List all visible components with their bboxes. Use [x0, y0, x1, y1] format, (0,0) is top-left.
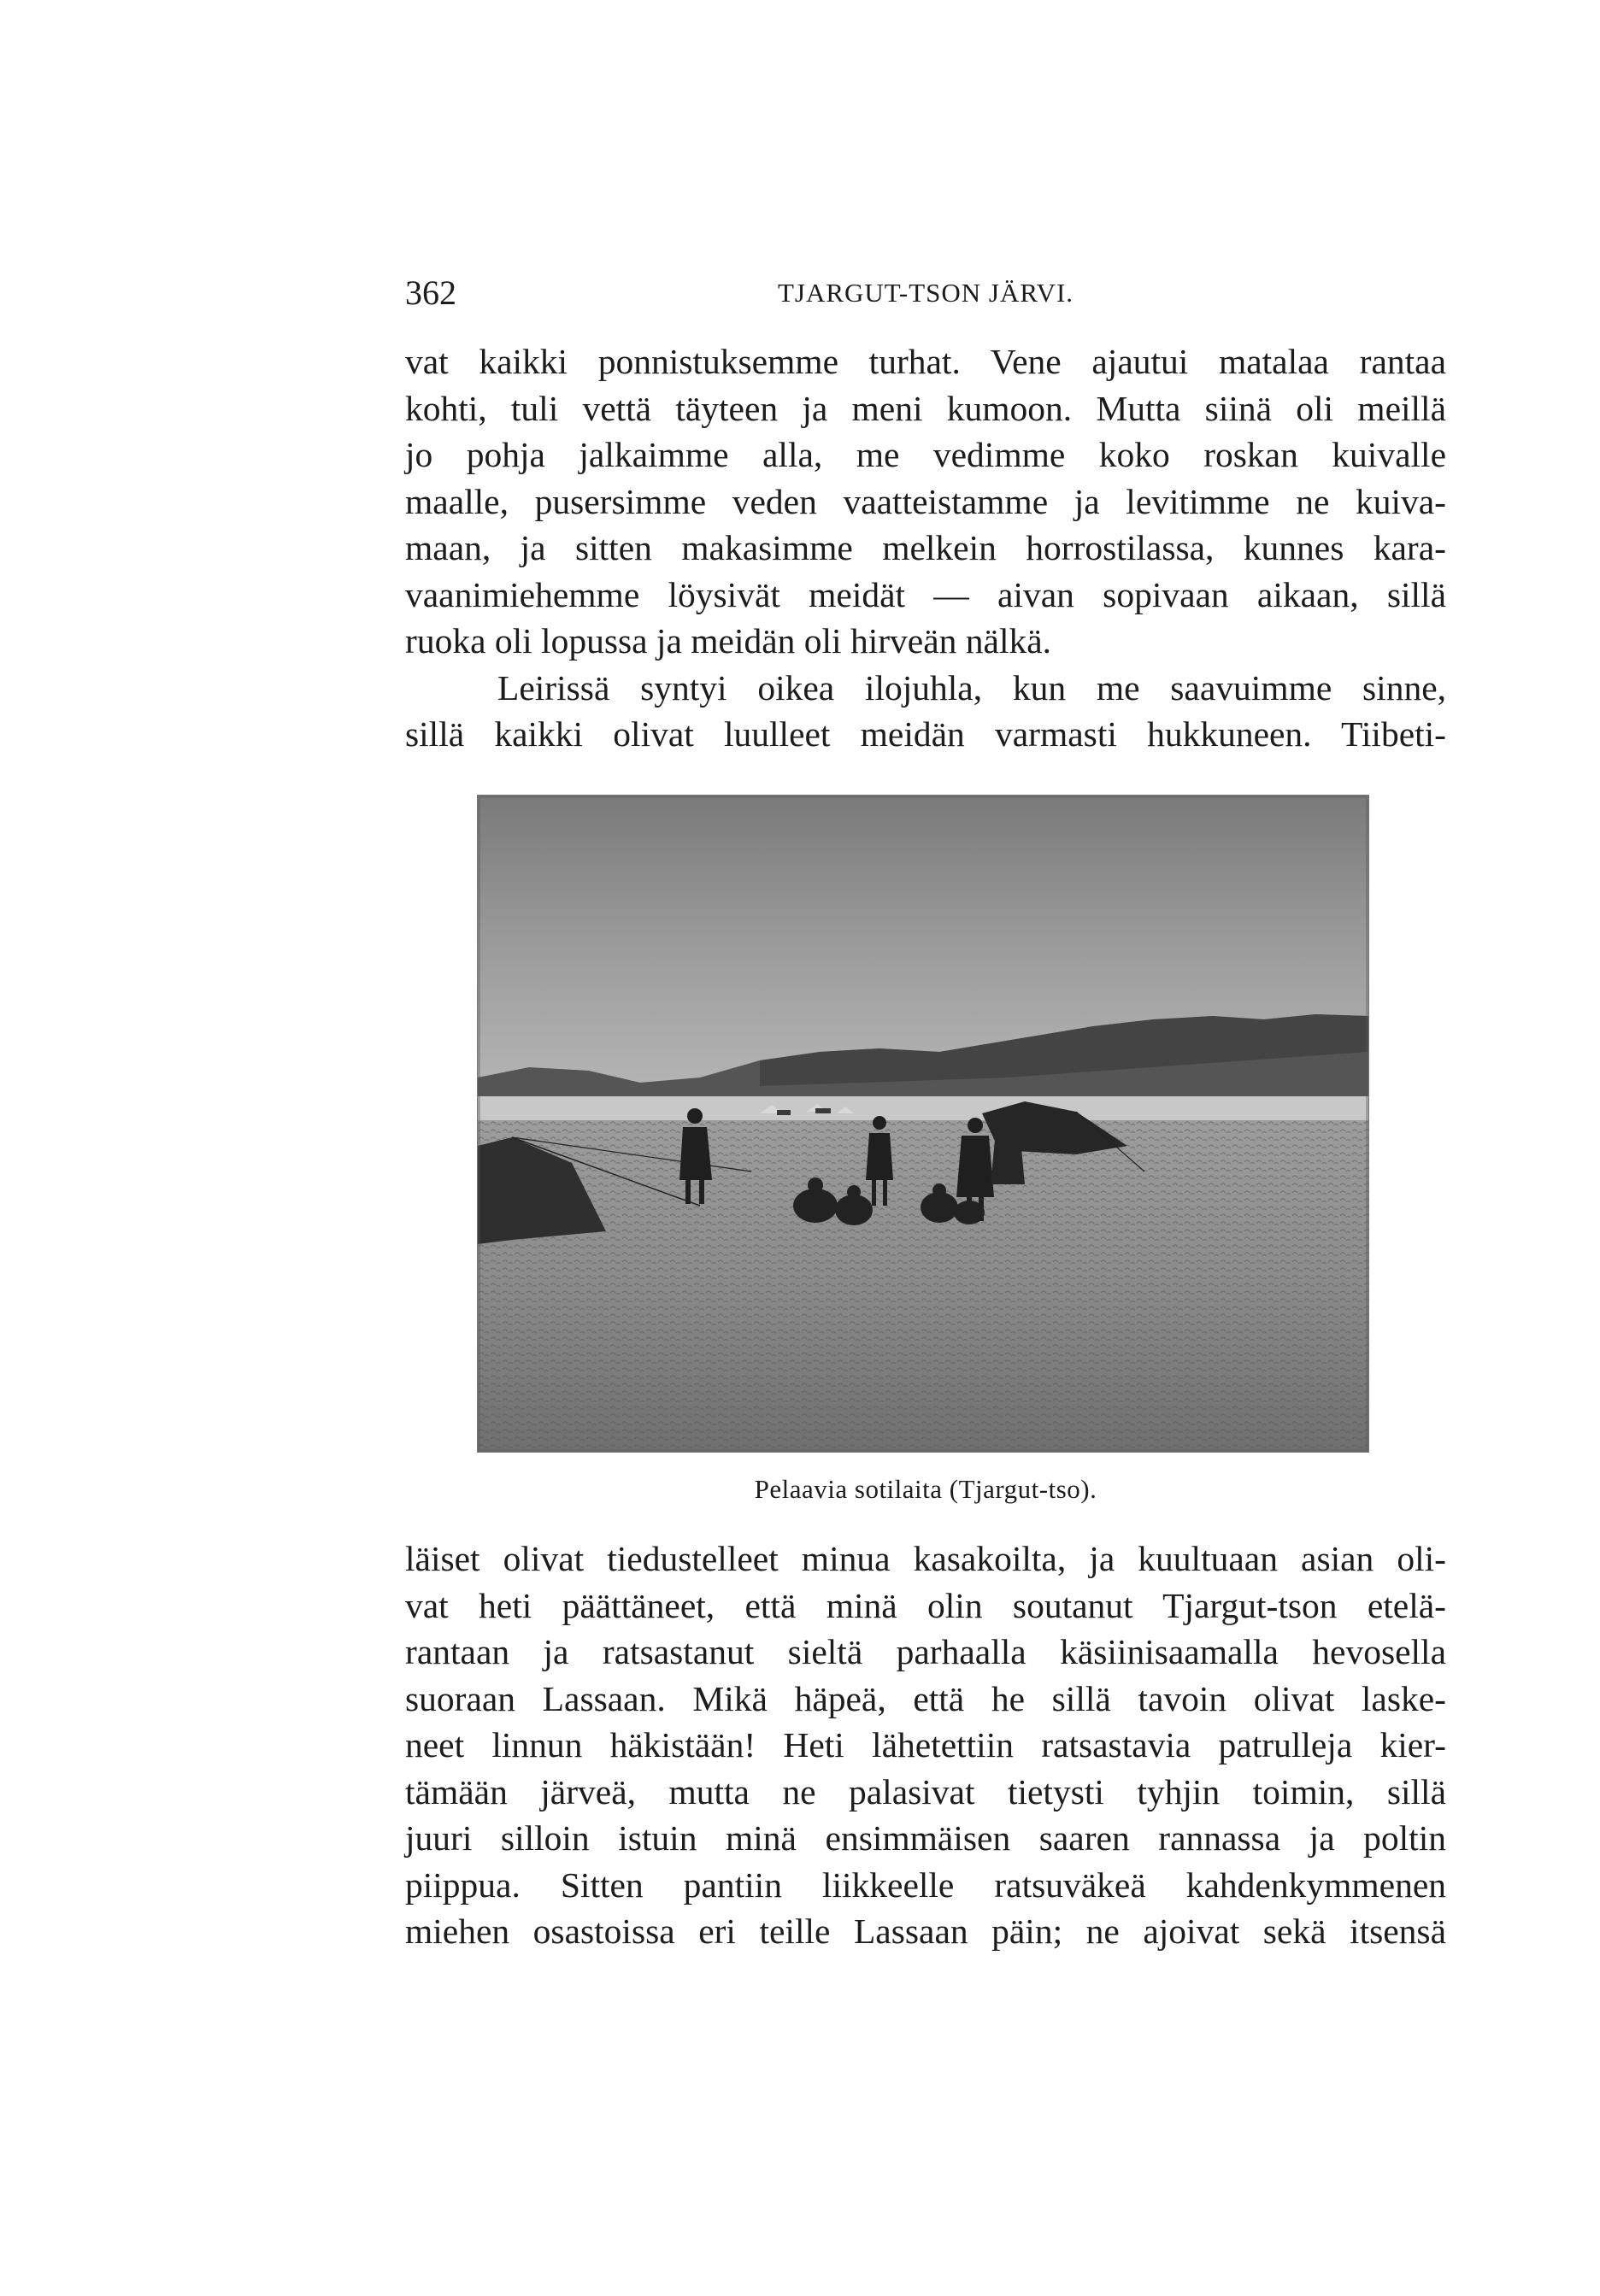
text-line: kohti, tuli vettä täyteen ja meni kumoon. Mutta siinä oli meillä — [405, 388, 1446, 428]
text-line: rantaan ja ratsastanut sieltä parhaalla käsiinisaamalla hevosella — [405, 1632, 1446, 1671]
text-line: vat kaikki ponnistuksemme turhat. Vene ajautui matalaa rantaa — [405, 342, 1446, 381]
running-head — [405, 272, 1446, 314]
text-line: juuri silloin istuin minä ensimmäisen saaren rannassa ja poltin — [405, 1818, 1446, 1858]
text-line: vaanimiehemme löysivät meidät — aivan sopivaan aikaan, sillä — [405, 574, 1446, 614]
ground-texture — [478, 1120, 1368, 1452]
text-line: piippua. Sitten pantiin liikkeelle ratsuväkeä kahdenkymmenen — [405, 1864, 1446, 1905]
text-line: jo pohja jalkaimme alla, me vedimme koko roskan kuivalle — [405, 435, 1446, 474]
body-text-bottom — [405, 1536, 1446, 1955]
page-number: 362 — [405, 273, 456, 312]
text-line: Leirissä syntyi oikea ilojuhla, kun me saavuimme sinne, — [497, 667, 1446, 708]
text-line: sillä kaikki olivat luulleet meidän varmasti hukkuneen. Tiibeti- — [405, 714, 1446, 754]
photo-illustration — [478, 796, 1368, 1452]
text-line: tämään järveä, mutta ne palasivat tietysti tyhjin toimin, sillä — [405, 1771, 1446, 1812]
text-line: miehen osastoissa eri teille Lassaan päin; ne ajoivat sekä itsensä — [405, 1911, 1446, 1951]
photograph-soldiers-playing — [477, 795, 1369, 1453]
text-line: neet linnun häkistään! Heti lähetettiin ratsastavia patrulleja kier- — [405, 1725, 1446, 1765]
running-title: TJARGUT-TSON JÄRVI. — [777, 278, 1074, 308]
text-line: ruoka oli lopussa ja meidän oli hirveän nälkä. — [405, 621, 1052, 661]
lake — [478, 1096, 1368, 1122]
body-text-top — [405, 338, 1446, 758]
text-line: maalle, pusersimme veden vaatteistamme ja levitimme ne kuiva- — [405, 481, 1446, 521]
figure-caption: Pelaavia sotilaita (Tjargut-tso). — [754, 1474, 1097, 1504]
text-line: maan, ja sitten makasimme melkein horrostilassa, kunnes kara- — [405, 528, 1446, 567]
text-line: läiset olivat tiedustelleet minua kasakoilta, ja kuultuaan asian oli- — [405, 1539, 1446, 1578]
text-line: vat heti päättäneet, että minä olin soutanut Tjargut-tson etelä- — [405, 1585, 1446, 1625]
text-line: suoraan Lassaan. Mikä häpeä, että he sillä tavoin olivat laske- — [405, 1678, 1446, 1718]
